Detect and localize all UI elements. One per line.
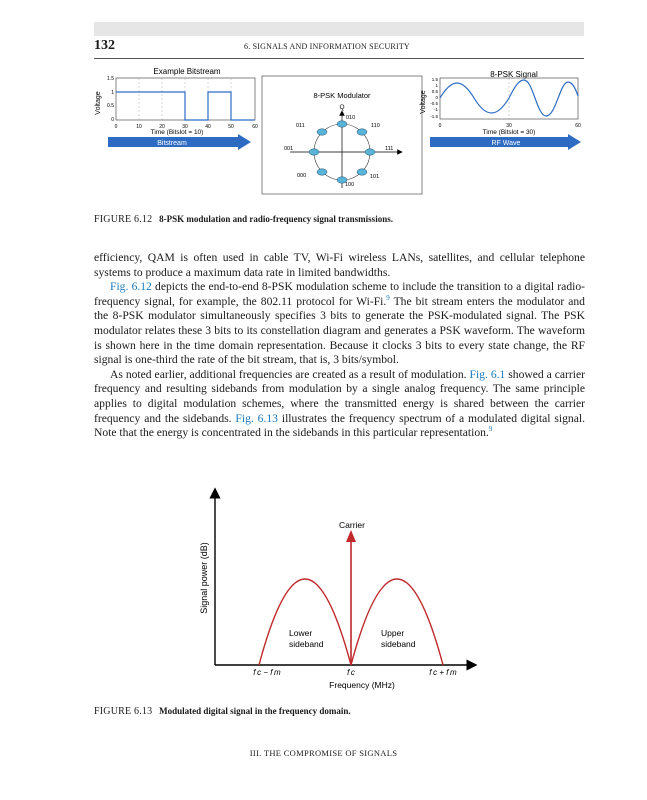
- paragraph-text: depicts the end-to-end 8-PSK modulation scheme to include the transition to a digital radio-frequency signal, for example, the 802.11 protocol for Wi-Fi.: [94, 280, 585, 308]
- figure-link[interactable]: Fig. 6.12: [110, 280, 152, 294]
- paragraph-text: The bit stream enters the modulator and the 8-PSK modulator simultaneously specifies 3 bits to generate the PSK-modulated signal. The PSK modulator relates these 3 bits to its constellation diagram and generates a PSK waveform. The waveform is shown here in the time domain representation. Because it clocks 3 bits to every state change, the RF signal is one-third the rate of the bit stream, that is, 3 bits/symbol.: [94, 294, 585, 367]
- figure-caption-text: Modulated digital signal in the frequency domain.: [159, 706, 351, 716]
- x-tick-label: f c + f m: [429, 668, 457, 677]
- paragraph-text: showed a carrier frequency and resulting sidebands from modulation by a single analog frequency. The same principle applies to digital modulation schemes, where the transmitted energy is shared between the carrier frequency and the sidebands.: [94, 367, 586, 425]
- bitstream-ylabel: Voltage: [95, 91, 102, 115]
- lower-sideband-label: Lower: [289, 628, 313, 638]
- x-tick-label: f c − f m: [253, 668, 281, 677]
- bitstream-xtick: 50: [228, 124, 234, 130]
- psk-xtick: 30: [506, 123, 512, 129]
- figure-link[interactable]: Fig. 6.1: [469, 367, 506, 381]
- constellation-label: 110: [371, 123, 380, 129]
- bitstream-ytick: 0.5: [107, 103, 114, 109]
- constellation-label: 000: [297, 173, 307, 179]
- constellation-label: 111: [385, 146, 394, 152]
- lower-sideband-curve: [259, 579, 351, 665]
- psk-ytick: -1.5: [430, 114, 438, 119]
- bitstream-title: Example Bitstream: [153, 67, 221, 76]
- page-number: 132: [94, 38, 115, 53]
- psk-xtick: 60: [575, 123, 581, 129]
- bitstream-ytick: 1.5: [107, 76, 114, 82]
- constellation-label: 100: [345, 182, 355, 188]
- constellation-label: 010: [346, 115, 356, 121]
- bitstream-arrow-label: Bitstream: [157, 140, 187, 147]
- constellation-label: 001: [284, 146, 294, 152]
- modulator-title: 8-PSK Modulator: [313, 91, 371, 100]
- running-head: 6. SIGNALS AND INFORMATION SECURITY: [244, 42, 410, 51]
- bitstream-xtick: 30: [182, 124, 188, 130]
- carrier-label: Carrier: [339, 520, 365, 530]
- psk-signal-title: 8-PSK Signal: [490, 70, 538, 79]
- carrier-arrowhead: [346, 530, 356, 542]
- bitstream-ytick: 0: [111, 117, 114, 123]
- upper-sideband-curve: [351, 579, 443, 665]
- bitstream-xlabel: Time (Bitslot = 10): [150, 129, 204, 136]
- figure-label: FIGURE 6.13: [94, 706, 153, 717]
- bitstream-xtick: 20: [159, 124, 165, 130]
- psk-ytick: 1.5: [431, 77, 438, 82]
- citation-link[interactable]: 9: [488, 425, 493, 434]
- paragraph-text: illustrates the frequency spectrum of a modulated digital signal. Note that the energy is concentrated in the sidebands in this particular representation.: [94, 411, 585, 440]
- bitstream-xtick: 40: [205, 124, 211, 130]
- lower-sideband-label: sideband: [289, 639, 324, 649]
- paragraph-text: efficiency, QAM is often used in cable TV, Wi-Fi wireless LANs, satellites, and cellular telephone systems to produce a maximum data rate in limited bandwidths.: [94, 251, 585, 279]
- modulator-q-label: Q: [339, 104, 345, 111]
- bitstream-xtick: 10: [136, 124, 142, 130]
- figure-6-13-caption: [94, 706, 351, 717]
- psk-xtick: 0: [438, 123, 442, 129]
- y-axis-label: Signal power (dB): [199, 542, 209, 614]
- figure-link[interactable]: Fig. 6.13: [235, 411, 278, 425]
- psk-ytick: -1: [433, 107, 438, 112]
- x-axis-label: Frequency (MHz): [329, 680, 395, 690]
- psk-ytick: 0: [435, 95, 438, 100]
- x-tick-label: f c: [347, 668, 355, 677]
- psk-ytick: 0.5: [431, 89, 438, 94]
- psk-signal-ylabel: Voltage: [420, 90, 427, 114]
- rf-wave-arrow-label: RF Wave: [491, 140, 521, 147]
- psk-ytick: 1: [435, 83, 438, 88]
- constellation-label: 101: [370, 174, 380, 180]
- constellation-label: 011: [296, 123, 305, 129]
- figure-label: FIGURE 6.12: [94, 214, 153, 225]
- bitstream-xtick: 60: [252, 124, 258, 130]
- psk-ytick: -0.5: [430, 101, 438, 106]
- figure-caption-text: 8-PSK modulation and radio-frequency signal transmissions.: [159, 214, 393, 224]
- bitstream-ytick: 1: [111, 90, 114, 96]
- citation-link[interactable]: 9: [386, 293, 390, 302]
- bitstream-xtick: 0: [114, 124, 118, 130]
- psk-signal-xlabel: Time (Bitslot = 30): [482, 129, 536, 136]
- page-footer: III. THE COMPROMISE OF SIGNALS: [249, 748, 398, 758]
- upper-sideband-label: sideband: [381, 639, 416, 649]
- paragraph-text: As noted earlier, additional frequencies are created as a result of modulation.: [110, 367, 470, 381]
- upper-sideband-label: Upper: [381, 628, 405, 638]
